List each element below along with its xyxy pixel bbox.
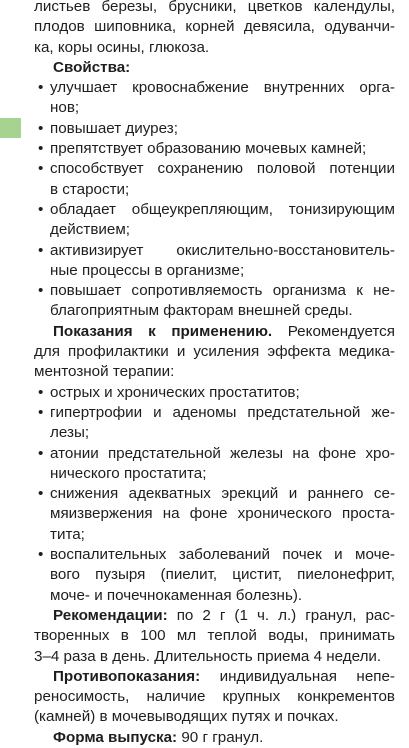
recommendations-line: 3–4 раза в день. Длительность приема 4 недели. (34, 647, 382, 665)
indications-item-line: • гипертрофии и аденомы предстательной же- (50, 403, 395, 423)
properties-item-line: ные процессы в организме; (50, 261, 245, 279)
indications-item-line: вого пузыря (пиелит, цистит, пиелонефрит, (50, 566, 395, 584)
indications-item-line: • воспалительных заболеваний почек и моче- (50, 545, 395, 565)
indications-item-line: моче- и почечнокаменная болезнь). (50, 586, 303, 604)
intro-line: ка, коры осины, глюкоза. (34, 38, 210, 56)
recommendations-line: творенных в 100 мл теплой воды, принимать (34, 627, 395, 645)
indications-item-line: мяизвержения на фоне хронического проста- (50, 505, 395, 523)
properties-item-line: • обладает общеукрепляющим, тонизирующим (50, 200, 395, 220)
indications-line: ментозной терапии: (34, 363, 175, 381)
recommendations-first-line: Рекомендации: по 2 г (1 ч. л.) гранул, рас- (53, 606, 395, 624)
indications-item-line: • снижения адекватных эрекций и раннего се- (50, 484, 395, 504)
indications-item-line: нического простатита; (50, 464, 207, 482)
properties-item-line: в старости; (50, 180, 130, 198)
properties-item-line: благоприятным факторам внешней среды. (50, 302, 353, 320)
indications-item-line: лезы; (50, 424, 90, 442)
indications-item-line: • острых и хронических простатитов; (50, 383, 395, 403)
contraindications-first-line: Противопоказания: индивидуальная непе- (53, 667, 395, 685)
side-tab-marker (0, 118, 21, 138)
contraindications-line: реносимость, наличие крупных конкрементов (34, 688, 395, 706)
properties-item-line: • повышает сопротивляемость организма к не- (50, 281, 395, 301)
text-column (34, 0, 395, 748)
indications-item-line: тита; (50, 525, 85, 543)
properties-item-line: нов; (50, 99, 80, 117)
release-form-heading: Форма выпуска: (53, 728, 178, 746)
intro-paragraph (34, 0, 395, 58)
indications-line: для профилактики и усиления эффекта медика- (34, 343, 395, 361)
properties-item-line: • активизирует окислительно-восстановитель- (50, 241, 395, 261)
release-form-line: Форма выпуска: 90 г гранул. (53, 728, 264, 746)
indications-item-line: • атонии предстательной железы на фоне хро- (50, 444, 395, 464)
contraindications-heading: Противопоказания: (53, 667, 201, 685)
intro-line: плодов шиповника, корней девясила, одуванчи- (34, 18, 395, 36)
properties-item-line: • улучшает кровоснабжение внутренних орга- (50, 78, 395, 98)
properties-list (34, 78, 395, 322)
recommendations-heading: Рекомендации: (53, 606, 168, 624)
properties-item-line: • повышает диурез; (50, 119, 395, 139)
indications-first-line: Показания к применению. Рекомендуется (53, 322, 395, 340)
contraindications-line: (камней) в мочевыводящих путях и почках. (34, 708, 339, 726)
properties-item-line: действием; (50, 221, 131, 239)
indications-list (34, 383, 395, 606)
intro-line: листьев березы, брусники, цветков календулы, (34, 0, 395, 15)
indications-heading: Показания к применению. (53, 322, 273, 340)
properties-heading: Свойства: (53, 58, 131, 76)
properties-item-line: • препятствует образованию мочевых камней; (50, 139, 395, 159)
properties-item-line: • способствует сохранению половой потенции (50, 159, 395, 179)
